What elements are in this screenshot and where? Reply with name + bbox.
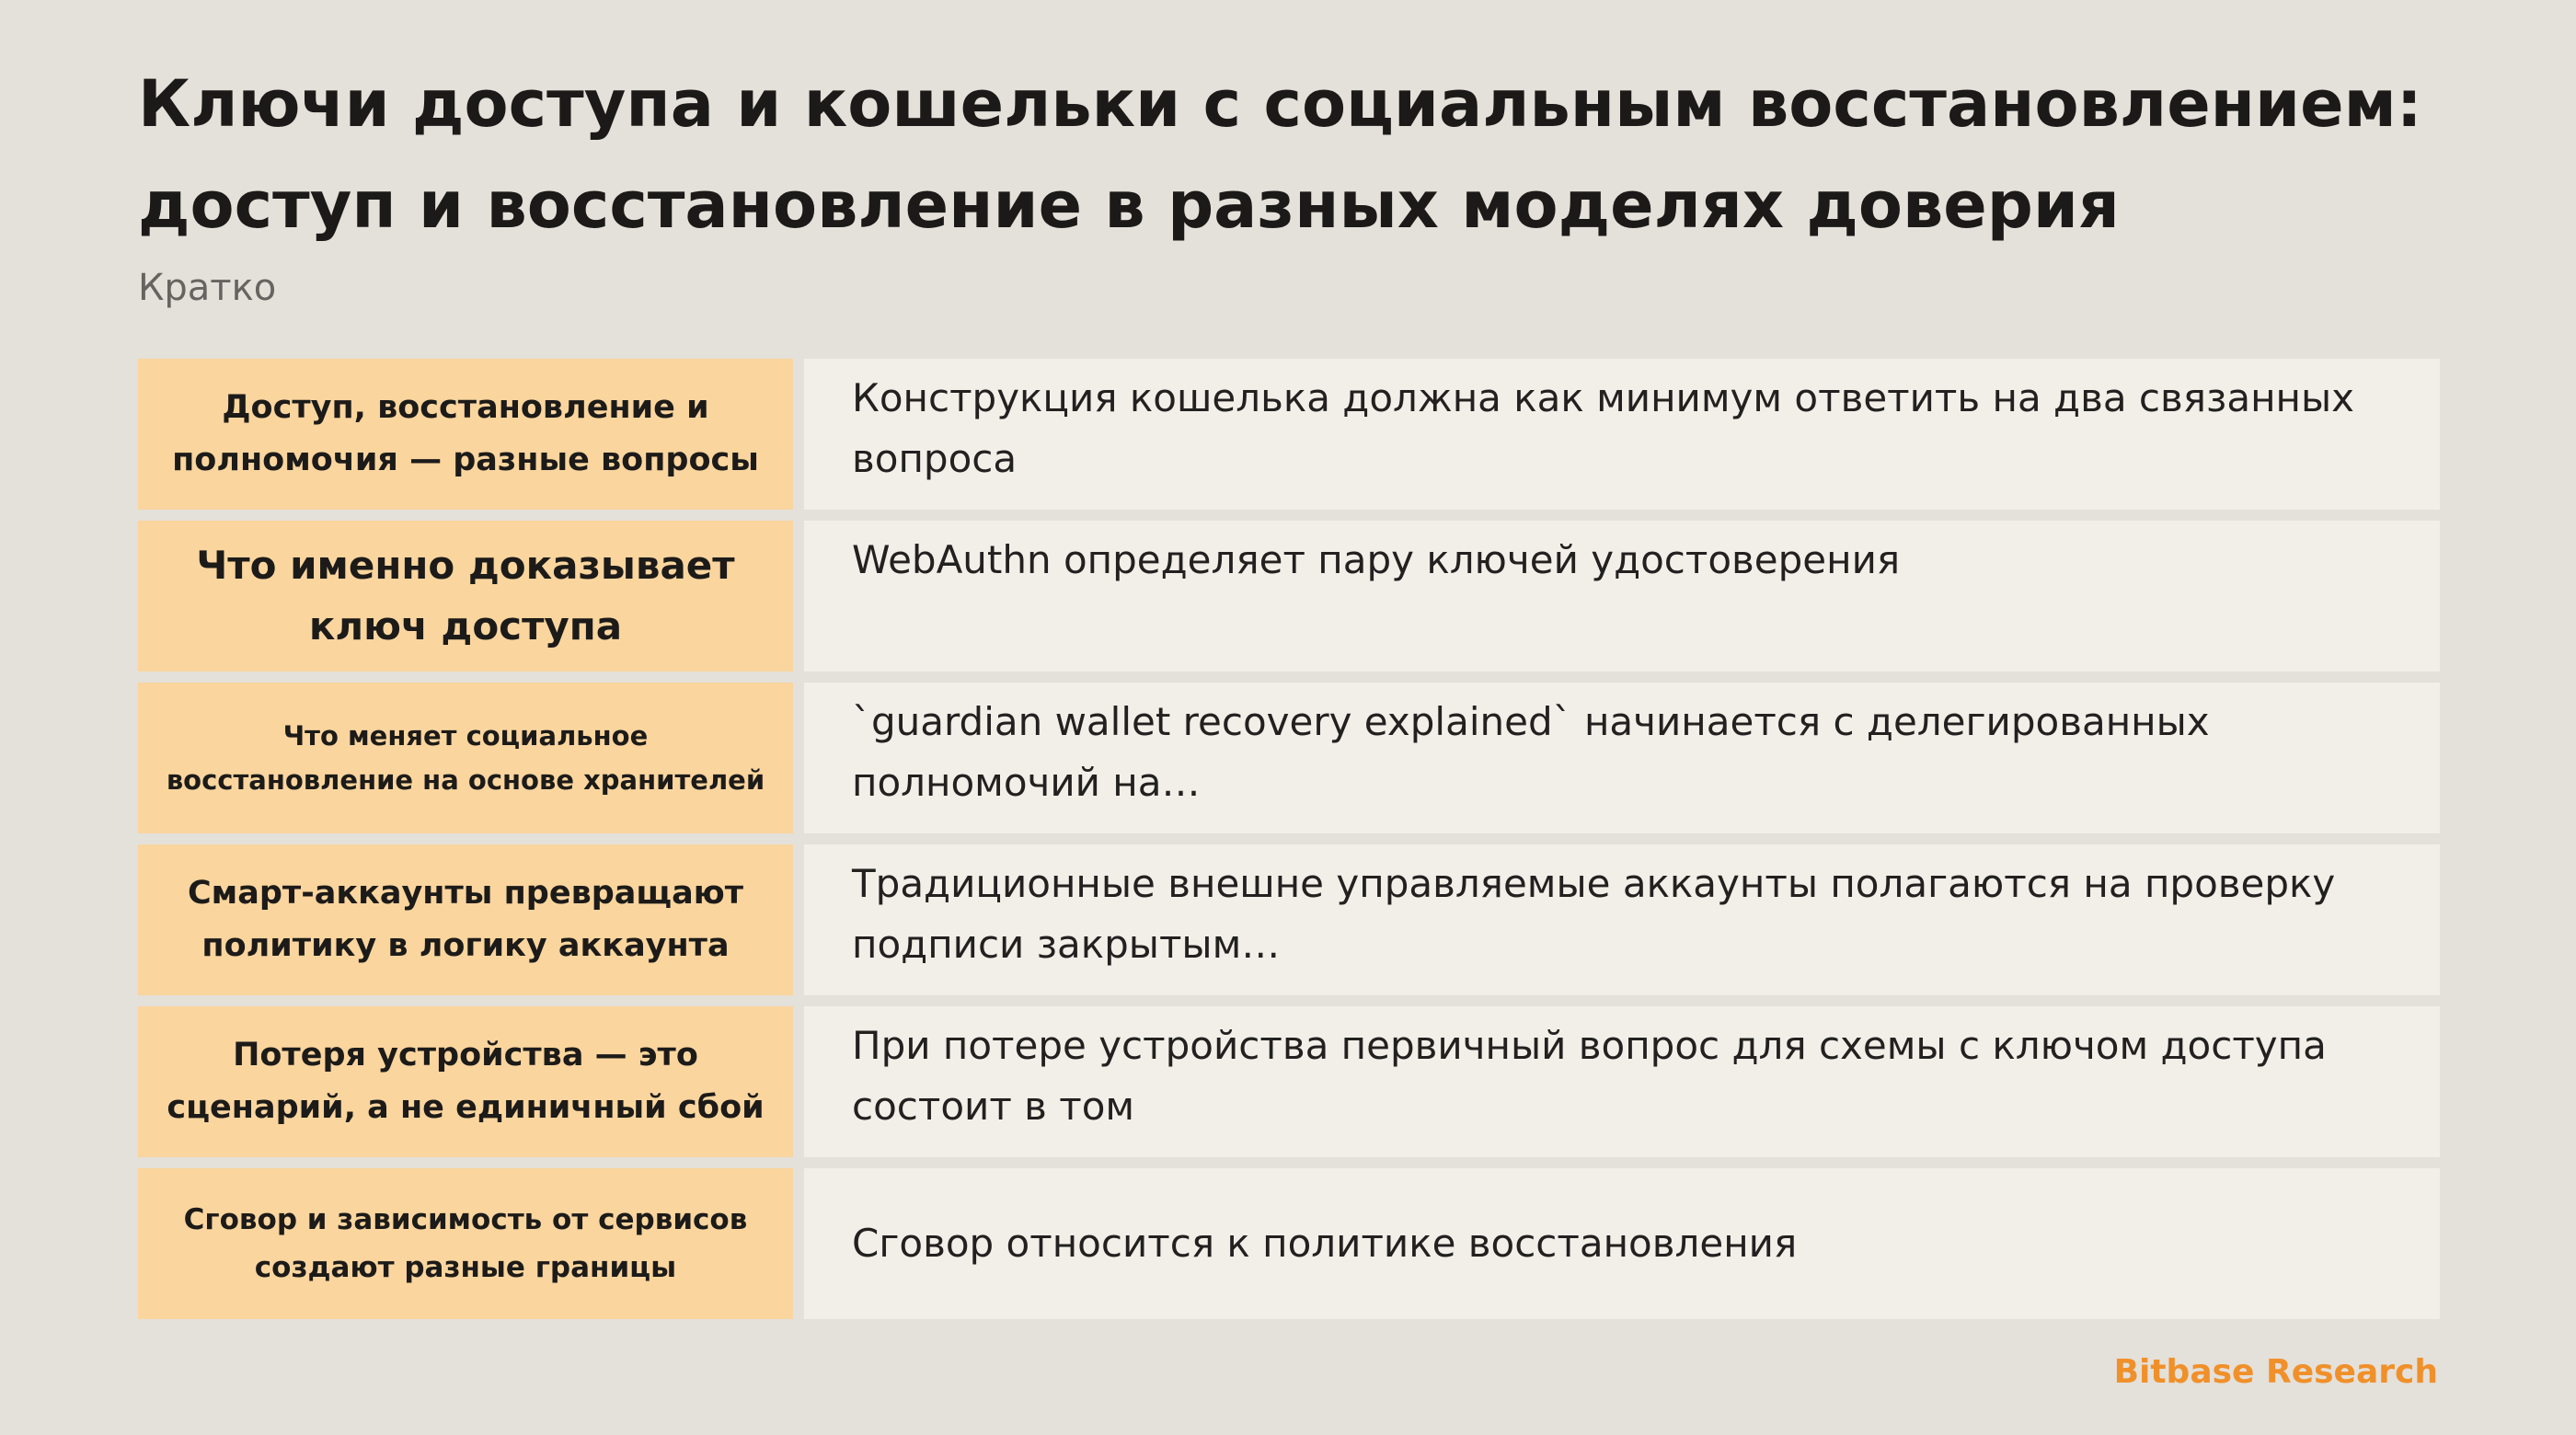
summary-table — [138, 359, 2440, 1330]
page-title-line-1: Ключи доступа и кошельки с социальным восстановлением: — [138, 66, 2422, 142]
page-title-line-2: доступ и восстановление в разных моделях доверия — [138, 167, 2120, 243]
row-text: Сговор относится к политике восстановления — [804, 1168, 2440, 1319]
row-label: Смарт-аккаунты превращают политику в логику аккаунта — [138, 844, 793, 995]
table-row — [138, 521, 2440, 672]
row-label: Сговор и зависимость от сервисов создают разные границы — [138, 1168, 793, 1319]
page-subtitle: Кратко — [138, 267, 277, 309]
row-label: Что именно доказывает ключ доступа — [138, 521, 793, 672]
row-label: Доступ, восстановление и полномочия — разные вопросы — [138, 359, 793, 510]
row-text: При потере устройства первичный вопрос для схемы с ключом доступа состоит в том — [804, 1006, 2440, 1157]
page-title — [138, 53, 2456, 256]
row-text: WebAuthn определяет пару ключей удостоверения — [804, 521, 2440, 672]
row-label: Потеря устройства — это сценарий, а не единичный сбой — [138, 1006, 793, 1157]
row-text: `guardian wallet recovery explained` начинается с делегированных полномочий на… — [804, 683, 2440, 833]
table-row — [138, 359, 2440, 510]
row-text: Традиционные внешне управляемые аккаунты полагаются на проверку подписи закрытым… — [804, 844, 2440, 995]
row-label: Что меняет социальное восстановление на основе хранителей — [138, 683, 793, 833]
table-row — [138, 683, 2440, 833]
table-row — [138, 844, 2440, 995]
row-text: Конструкция кошелька должна как минимум ответить на два связанных вопроса — [804, 359, 2440, 510]
table-row — [138, 1168, 2440, 1319]
brand-logo-text: Bitbase Research — [2113, 1353, 2438, 1391]
table-row — [138, 1006, 2440, 1157]
